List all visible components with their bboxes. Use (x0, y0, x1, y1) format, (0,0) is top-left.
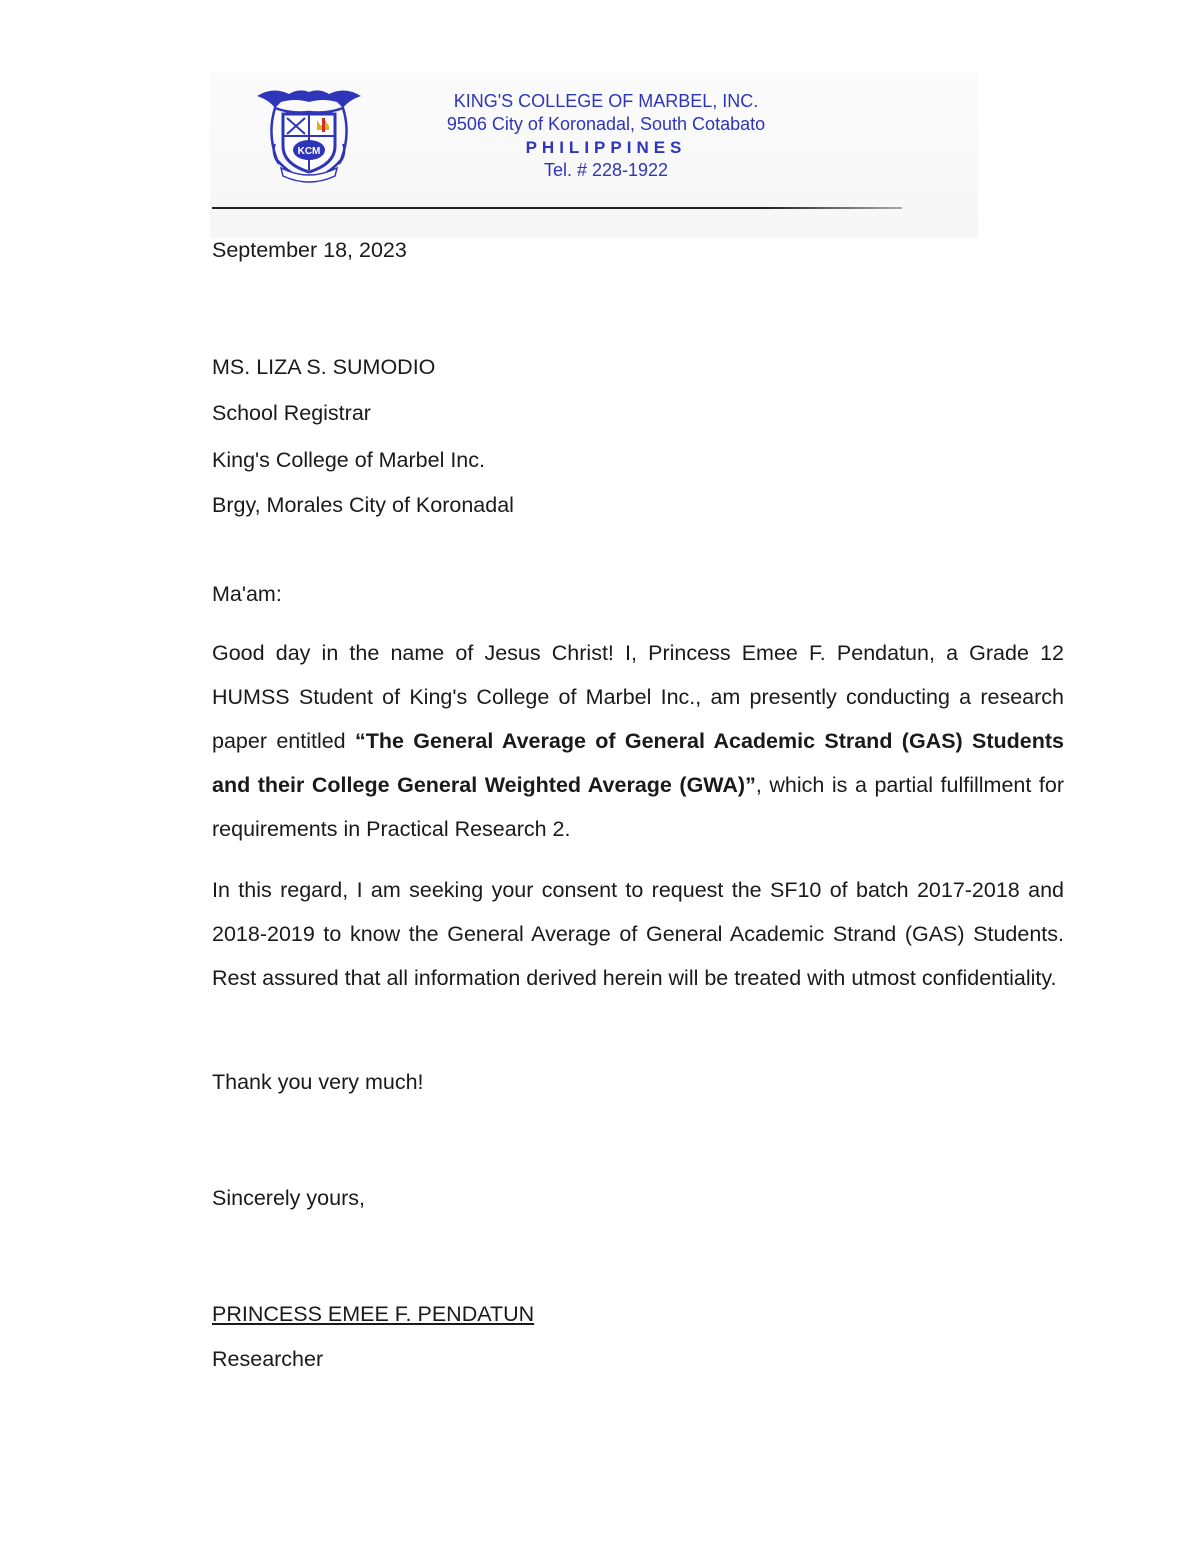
svg-text:KCM: KCM (297, 146, 321, 157)
recipient-name: MS. LIZA S. SUMODIO (212, 355, 436, 379)
letterhead-divider (212, 207, 902, 209)
paragraph-1-ending: , which is a partial fulfillment for requirements in Practical Research 2. (212, 773, 1064, 841)
body-paragraph-2: In this regard, I am seeking your consent to request the SF10 of batch 2017-2018 and 2018-2019 to know the General Average of General Academic Strand (GAS) Students. Rest assured that all information derived herein will be treated with utmost confidentiality. (212, 878, 1064, 990)
paragraph-1-intro: Good day in the name of Jesus Christ! I, Princess Emee F. Pendatun, a Grade 12 HUMSS Student of King's College of Marbel Inc., am presently conducting a research paper entitled (212, 641, 1064, 753)
college-crest-logo (253, 84, 365, 184)
institution-telephone: Tel. # 228-1922 (543, 160, 669, 180)
body-paragraph-1 (212, 631, 1064, 851)
signatory-name: PRINCESS EMEE F. PENDATUN (212, 1302, 535, 1326)
institution-address: 9506 City of Koronadal, South Cotabato (446, 114, 766, 134)
institution-country: PHILIPPINES (525, 138, 687, 157)
thanks-line: Thank you very much! (212, 1070, 424, 1094)
signatory-role: Researcher (212, 1347, 324, 1371)
recipient-organization: King's College of Marbel Inc. (212, 448, 485, 472)
recipient-address: Brgy, Morales City of Koronadal (212, 493, 514, 517)
institution-name: KING'S COLLEGE OF MARBEL, INC. (453, 91, 759, 111)
recipient-title: School Registrar (212, 401, 371, 425)
letterhead-text (396, 90, 816, 182)
research-title: “The General Average of General Academic Strand (GAS) Students and their College General Weighted Average (GWA)” (212, 729, 1064, 797)
closing: Sincerely yours, (212, 1186, 365, 1210)
letter-date: September 18, 2023 (212, 238, 407, 262)
salutation: Ma'am: (212, 582, 282, 606)
